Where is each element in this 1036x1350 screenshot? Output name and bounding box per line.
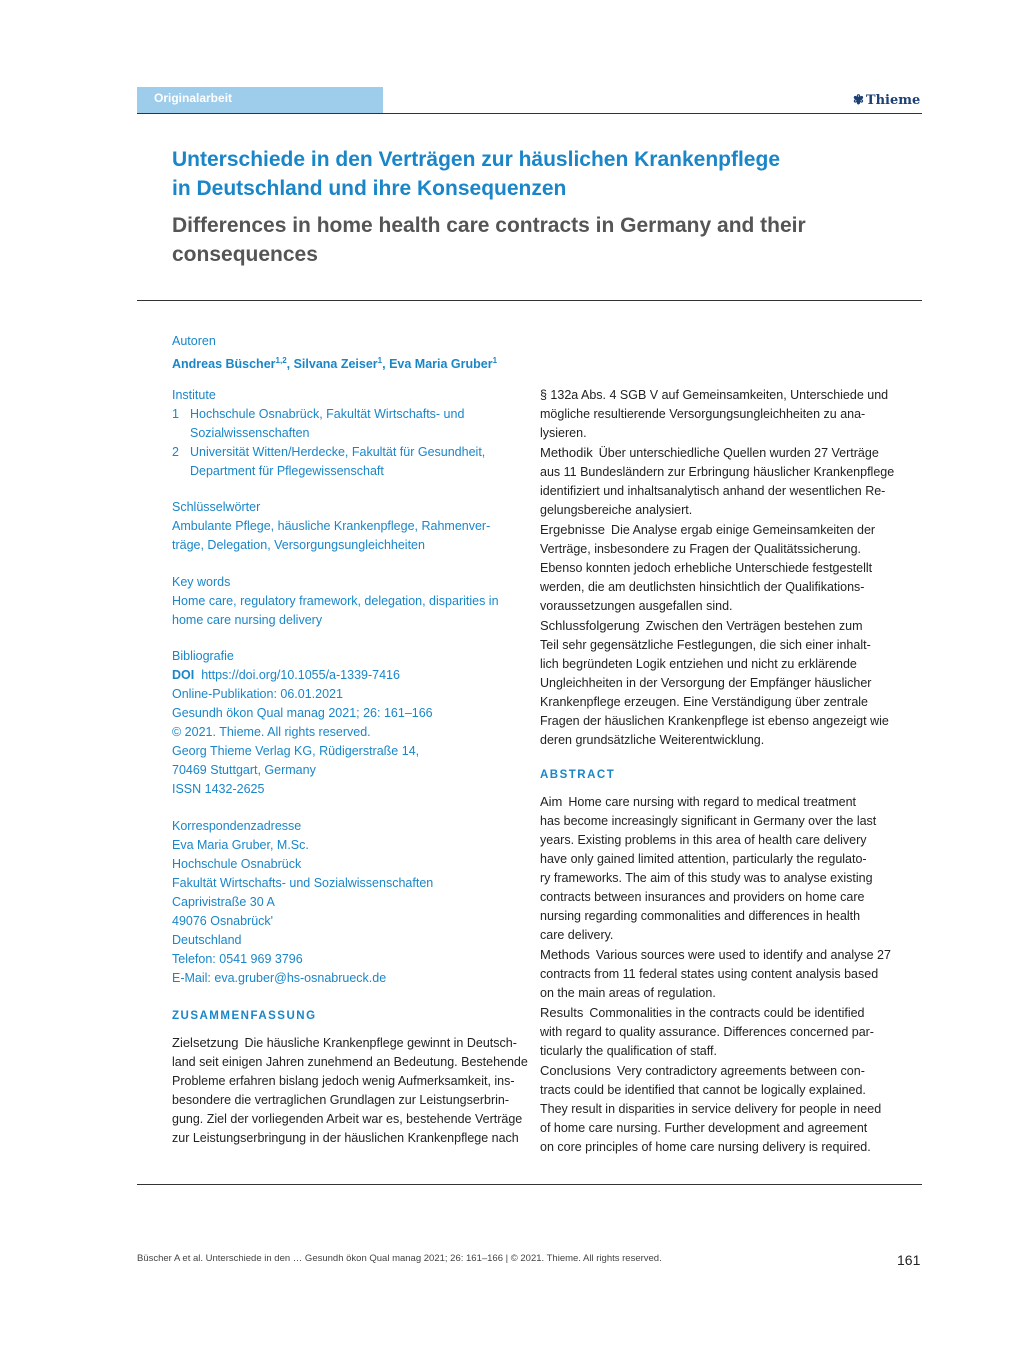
bibliography-line: Georg Thieme Verlag KG, Rüdigerstraße 14, — [172, 744, 420, 758]
methods-line: contracts from 11 federal states using content analysis based — [540, 967, 879, 981]
author-separator: , — [382, 357, 390, 372]
aim-label: Aim — [540, 794, 563, 809]
aim-line: years. Existing problems in this area of health care delivery — [540, 833, 867, 847]
english-title — [172, 211, 892, 269]
keywords-de-line: Ambulante Pflege, häusliche Krankenpflege, Rahmenver- — [172, 519, 491, 533]
ergebnisse-line: Ebenso konnten jedoch erhebliche Unterschiede festgestellt — [540, 561, 873, 575]
aim-line: nursing regarding commonalities and differences in health — [540, 909, 861, 923]
authors-label: Autoren — [172, 334, 216, 348]
zusammenfassung-right-column — [540, 386, 895, 750]
keywords-en-line: Home care, regulatory framework, delegation, disparities in — [172, 594, 499, 608]
keywords-de-label: Schlüsselwörter — [172, 500, 261, 514]
keywords-en-block — [172, 573, 522, 630]
category-tag: Originalarbeit — [154, 91, 233, 105]
institute-number: 2 — [172, 445, 179, 459]
conclusions-line: on core principles of home care nursing delivery is required. — [540, 1140, 871, 1154]
ergebnisse-line: Verträge, insbesondere zu Fragen der Qualitätssicherung. — [540, 542, 862, 556]
author-separator: , — [286, 357, 294, 372]
correspondence-line: Deutschland — [172, 933, 242, 947]
methodik-line: identifiziert und inhaltsanalytisch anhand der wesentlichen Re- — [540, 484, 886, 498]
german-title-line: in Deutschland und ihre Konsequenzen — [172, 177, 567, 200]
conclusions-label: Conclusions — [540, 1063, 611, 1078]
english-title-line: Differences in home health care contracts in Germany and their — [172, 214, 806, 237]
keywords-de-line: träge, Delegation, Versorgungsungleichheiten — [172, 538, 425, 552]
institutes-block — [172, 386, 522, 481]
results-line: with regard to quality assurance. Differences concerned par- — [540, 1025, 874, 1039]
bibliography-label: Bibliografie — [172, 649, 234, 663]
author-affiliation: 1 — [377, 356, 383, 365]
institute-item — [172, 443, 522, 481]
ergebnisse-line: Die Analyse ergab einige Gemeinsamkeiten der — [611, 523, 876, 537]
schlussfolgerung-line: Fragen der häuslichen Krankenpflege ist ebenso angezeigt wie — [540, 714, 889, 728]
methodik-label: Methodik — [540, 445, 593, 460]
ergebnisse-label: Ergebnisse — [540, 522, 606, 537]
zielsetzung-line: gung. Ziel der vorliegenden Arbeit war es, bestehende Verträge — [172, 1112, 523, 1126]
header-divider — [137, 113, 922, 114]
results-label: Results — [540, 1005, 584, 1020]
publisher-logo-text: Thieme — [865, 93, 921, 108]
abstract-heading: ABSTRACT — [540, 769, 616, 781]
doi-line — [172, 666, 522, 685]
conclusions-line: of home care nursing. Further development and agreement — [540, 1121, 868, 1135]
keywords-en-label: Key words — [172, 575, 231, 589]
footer-citation: Büscher A et al. Unterschiede in den … Gesundh ökon Qual manag 2021; 26: 161–166 | © 2021. Thieme. All rights reserved. — [137, 1253, 662, 1264]
institute-line: Universität Witten/Herdecke, Fakultät für Gesundheit, — [190, 445, 486, 459]
german-title-line: Unterschiede in den Verträgen zur häuslichen Krankenpflege — [172, 148, 780, 171]
zielsetzung-line: Die häusliche Krankenpflege gewinnt in Deutsch- — [244, 1036, 517, 1050]
correspondence-line: Telefon: 0541 969 3796 — [172, 952, 303, 966]
publisher-logo — [853, 93, 920, 108]
aim-line: ry frameworks. The aim of this study was to analyse existing — [540, 871, 873, 885]
bibliography-line: 70469 Stuttgart, Germany — [172, 763, 316, 777]
zielsetzung-line: land seit einigen Jahren zunehmend an Bedeutung. Bestehende — [172, 1055, 528, 1069]
results-line: Commonalities in the contracts could be identified — [589, 1006, 865, 1020]
conclusions-line: They result in disparities in service delivery for people in need — [540, 1102, 882, 1116]
doi-label: DOI — [172, 668, 195, 682]
abstract-body — [540, 792, 890, 1157]
results-line: ticularly the qualification of staff. — [540, 1044, 717, 1058]
schlussfolgerung-line: Ungleichheiten in der Versorgung der Empfänger häuslicher — [540, 676, 872, 690]
bibliography-line: Online-Publikation: 06.01.2021 — [172, 687, 343, 701]
author-name: Silvana Zeiser — [293, 357, 378, 372]
german-title — [172, 145, 872, 203]
conclusions-line: tracts could be identified that cannot be logically explained. — [540, 1083, 866, 1097]
authors-list — [172, 351, 522, 374]
institute-item — [172, 405, 522, 443]
schlussfolgerung-label: Schlussfolgerung — [540, 618, 640, 633]
aim-line: Home care nursing with regard to medical treatment — [568, 795, 857, 809]
correspondence-line: Eva Maria Gruber, M.Sc. — [172, 838, 309, 852]
bibliography-line: © 2021. Thieme. All rights reserved. — [172, 725, 371, 739]
aim-line: has become increasingly significant in Germany over the last — [540, 814, 877, 828]
institute-line: Hochschule Osnabrück, Fakultät Wirtschafts- und — [190, 407, 465, 421]
zielsetzung-cont-line: § 132a Abs. 4 SGB V auf Gemeinsamkeiten, Unterschiede und — [540, 388, 889, 402]
correspondence-block — [172, 817, 522, 988]
doi-link[interactable]: https://doi.org/10.1055/a-1339-7416 — [201, 668, 400, 682]
schlussfolgerung-line: Krankenpflege erzeugen. Eine Verständigung über zentrale — [540, 695, 869, 709]
institutes-label: Institute — [172, 388, 216, 402]
methods-line: on the main areas of regulation. — [540, 986, 716, 1000]
ergebnisse-line: werden, die am deutlichsten hinsichtlich der Qualifikations- — [540, 580, 865, 594]
keywords-en-line: home care nursing delivery — [172, 613, 323, 627]
zielsetzung-cont-line: mögliche resultierende Versorgungsungleichheiten zu ana- — [540, 407, 866, 421]
aim-line: have only gained limited attention, particularly the regulato- — [540, 852, 867, 866]
schlussfolgerung-line: Zwischen den Verträgen bestehen zum — [645, 619, 863, 633]
correspondence-label: Korrespondenzadresse — [172, 819, 302, 833]
correspondence-line: Hochschule Osnabrück — [172, 857, 302, 871]
zusammenfassung-heading: ZUSAMMENFASSUNG — [172, 1010, 317, 1022]
bibliography-line: ISSN 1432-2625 — [172, 782, 265, 796]
page-number: 161 — [897, 1252, 921, 1268]
ergebnisse-line: voraussetzungen ausgefallen sind. — [540, 599, 733, 613]
content-bottom-divider — [137, 1184, 922, 1185]
authors-block — [172, 332, 522, 374]
schlussfolgerung-line: deren grundsätzliche Weiterentwicklung. — [540, 733, 765, 747]
bibliography-block — [172, 647, 522, 799]
institute-line: Sozialwissenschaften — [190, 426, 310, 440]
zielsetzung-label: Zielsetzung — [172, 1035, 239, 1050]
methods-line: Various sources were used to identify and analyse 27 — [595, 948, 891, 962]
email-link[interactable]: E-Mail: eva.gruber@hs-osnabrueck.de — [172, 971, 387, 985]
institute-line: Department für Pflegewissenschaft — [190, 464, 384, 478]
author-affiliation: 1 — [492, 356, 498, 365]
aim-line: care delivery. — [540, 928, 614, 942]
english-title-line: consequences — [172, 243, 318, 266]
methodik-line: Über unterschiedliche Quellen wurden 27 Verträge — [598, 446, 879, 460]
institute-number: 1 — [172, 407, 179, 421]
keywords-de-block — [172, 498, 522, 555]
zielsetzung-line: besondere die vertraglichen Grundlagen zur Leistungserbrin- — [172, 1093, 510, 1107]
schlussfolgerung-line: Teil sehr gegensätzliche Festlegungen, die sich einer inhalt- — [540, 638, 871, 652]
zielsetzung-cont-line: lysieren. — [540, 426, 587, 440]
methods-label: Methods — [540, 947, 590, 962]
author-affiliation: 1,2 — [275, 356, 287, 365]
methodik-line: gelungsbereiche analysiert. — [540, 503, 693, 517]
thieme-icon: ✾ — [853, 93, 864, 108]
title-divider — [137, 300, 922, 301]
author-name: Eva Maria Gruber — [389, 357, 493, 372]
methodik-line: aus 11 Bundesländern zur Erbringung häuslicher Krankenpflege — [540, 465, 895, 479]
zielsetzung-line: Probleme erfahren bislang jedoch wenig Aufmerksamkeit, ins- — [172, 1074, 515, 1088]
bibliography-line: Gesundh ökon Qual manag 2021; 26: 161–166 — [172, 706, 433, 720]
schlussfolgerung-line: lich begründeten Logik entziehen und nicht zu erklärende — [540, 657, 857, 671]
author-name: Andreas Büscher — [172, 357, 276, 372]
zielsetzung-paragraph — [172, 1033, 528, 1148]
conclusions-line: Very contradictory agreements between con- — [616, 1064, 865, 1078]
aim-line: contracts between insurances and providers on home care — [540, 890, 865, 904]
correspondence-line: Caprivistraße 30 A — [172, 895, 275, 909]
correspondence-line: Fakultät Wirtschafts- und Sozialwissenschaften — [172, 876, 434, 890]
zielsetzung-line: zur Leistungserbringung in der häuslichen Krankenpflege nach — [172, 1131, 519, 1145]
correspondence-line: 49076 Osnabrück' — [172, 914, 274, 928]
